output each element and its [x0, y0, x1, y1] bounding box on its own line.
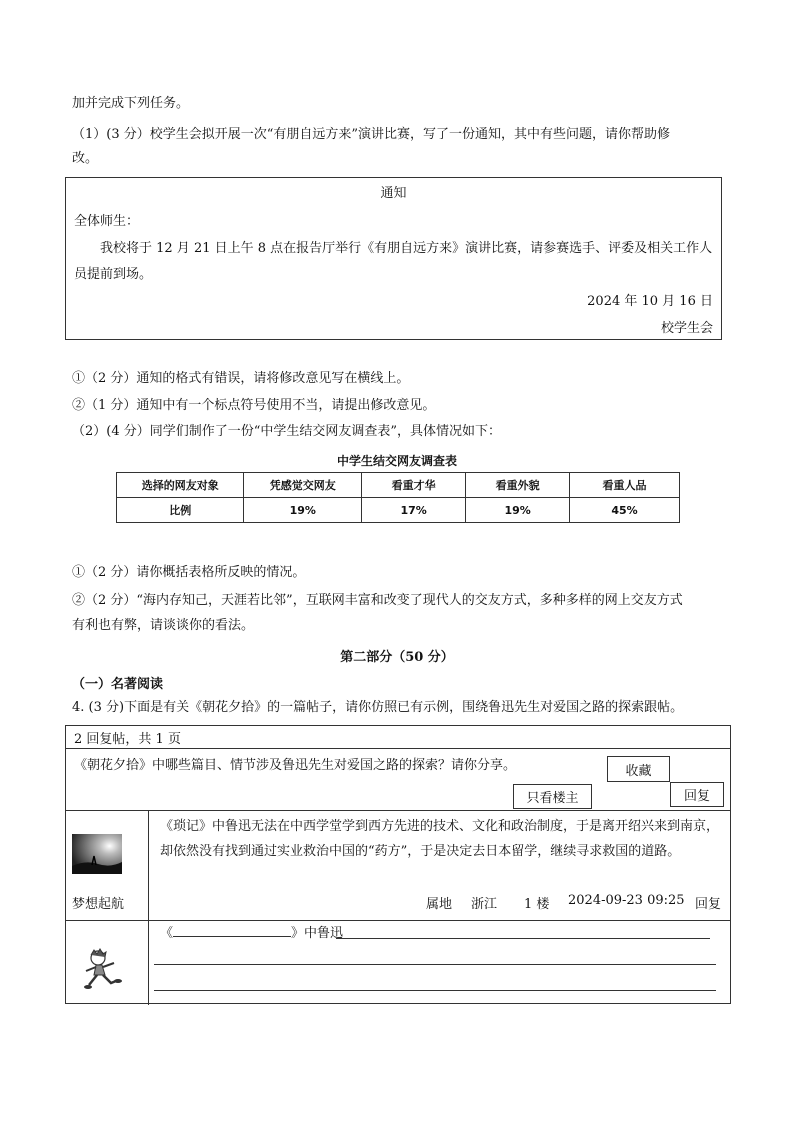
- post-location: 浙江: [471, 897, 498, 912]
- table-header-cell: 选择的网友对象: [117, 473, 244, 498]
- divider: [66, 748, 730, 749]
- q2-item-2-cont: 有利也有弊，请谈谈你的看法。: [72, 618, 255, 633]
- q1-item-1: ①（2 分）通知的格式有错误，请将修改意见写在横线上。: [72, 371, 410, 386]
- q2-item-2: ②（2 分）“海内存知己，天涯若比邻”，互联网丰富和改变了现代人的交友方式，多种多样的网上交友方式: [72, 593, 683, 608]
- answer-blank-line[interactable]: [154, 990, 716, 991]
- collect-button[interactable]: 收藏: [607, 756, 670, 782]
- reply-template-text: 》中鲁迅: [291, 926, 344, 941]
- notice-title: 通知: [380, 186, 407, 201]
- post-reply-link[interactable]: 回复: [695, 897, 722, 912]
- notice-box: [65, 177, 722, 340]
- notice-body: 我校将于 12 月 21 日上午 8 点在报告厅举行《有朋自远方来》演讲比赛，请参赛选手、评委及相关工作人员提前到场。: [74, 241, 713, 282]
- table-header-cell: 看重人品: [570, 473, 680, 498]
- notice-salutation: 全体师生：: [74, 214, 140, 229]
- forum-post-box: [65, 725, 731, 1004]
- q2-prompt: （2）(4 分）同学们制作了一份“中学生结交网友调查表”，具体情况如下：: [72, 424, 502, 439]
- divider: [66, 810, 730, 811]
- answer-blank-line[interactable]: [154, 964, 716, 965]
- post-timestamp: 2024-09-23 09:25: [568, 893, 685, 908]
- table-cell: 19%: [466, 498, 570, 523]
- q1-prompt: （1）(3 分）校学生会拟开展一次“有朋自远方来”演讲比赛，写了一份通知，其中有些问题，请你帮助修: [72, 127, 671, 142]
- q1-prompt-cont: 改。: [72, 151, 99, 166]
- avatar: [76, 948, 126, 992]
- reply-button[interactable]: 回复: [670, 782, 724, 807]
- q4-prompt: 4. (3 分)下面是有关《朝花夕拾》的一篇帖子，请你仿照已有示例，围绕鲁迅先生对爱国之路的探索跟帖。: [72, 700, 684, 715]
- reply-count: 2 回复帖，共 1 页: [74, 732, 181, 747]
- answer-blank-line[interactable]: [336, 938, 710, 939]
- table-header-cell: 看重外貌: [466, 473, 570, 498]
- reply-template: [160, 922, 343, 941]
- avatar: [72, 834, 122, 874]
- table-cell: 比例: [117, 498, 244, 523]
- running-boy-avatar-icon: [76, 948, 126, 992]
- sub-section-title: （一）名著阅读: [72, 677, 164, 692]
- q1-item-2: ②（1 分）通知中有一个标点符号使用不当，请提出修改意见。: [72, 398, 436, 413]
- notice-date: 2024 年 10 月 16 日: [587, 294, 713, 309]
- table-header-row: [117, 473, 680, 498]
- table-row: [117, 498, 680, 523]
- table-cell: 17%: [362, 498, 466, 523]
- table-cell: 19%: [244, 498, 362, 523]
- post-location-label: 属地: [426, 897, 453, 912]
- notice-org: 校学生会: [660, 321, 713, 336]
- host-only-button[interactable]: 只看楼主: [513, 784, 592, 809]
- book-title-blank[interactable]: [173, 923, 291, 937]
- post-username[interactable]: 梦想起航: [72, 897, 125, 912]
- divider: [66, 920, 730, 921]
- open-bracket: 《: [160, 926, 174, 941]
- survey-title: 中学生结交网友调查表: [336, 454, 457, 468]
- q2-item-1: ①（2 分）请你概括表格所反映的情况。: [72, 565, 306, 580]
- section-title: 第二部分（50 分）: [340, 650, 454, 665]
- table-header-cell: 看重才华: [362, 473, 466, 498]
- sunset-avatar-icon: [72, 834, 122, 874]
- post-floor: 1 楼: [524, 897, 550, 912]
- divider: [148, 810, 149, 1005]
- survey-table: [116, 472, 680, 523]
- table-cell: 45%: [570, 498, 680, 523]
- thread-question: 《朝花夕拾》中哪些篇目、情节涉及鲁迅先生对爱国之路的探索？请你分享。: [74, 758, 517, 773]
- table-header-cell: 凭感觉交网友: [244, 473, 362, 498]
- post-content: 《琐记》中鲁迅无法在中西学堂学到西方先进的技术、文化和政治制度，于是离开绍兴来到南京，却依然没有找到通过实业救治中国的“药方”，于是决定去日本留学，继续寻求救国的道路。: [160, 819, 720, 859]
- intro-text: 加并完成下列任务。: [72, 96, 190, 111]
